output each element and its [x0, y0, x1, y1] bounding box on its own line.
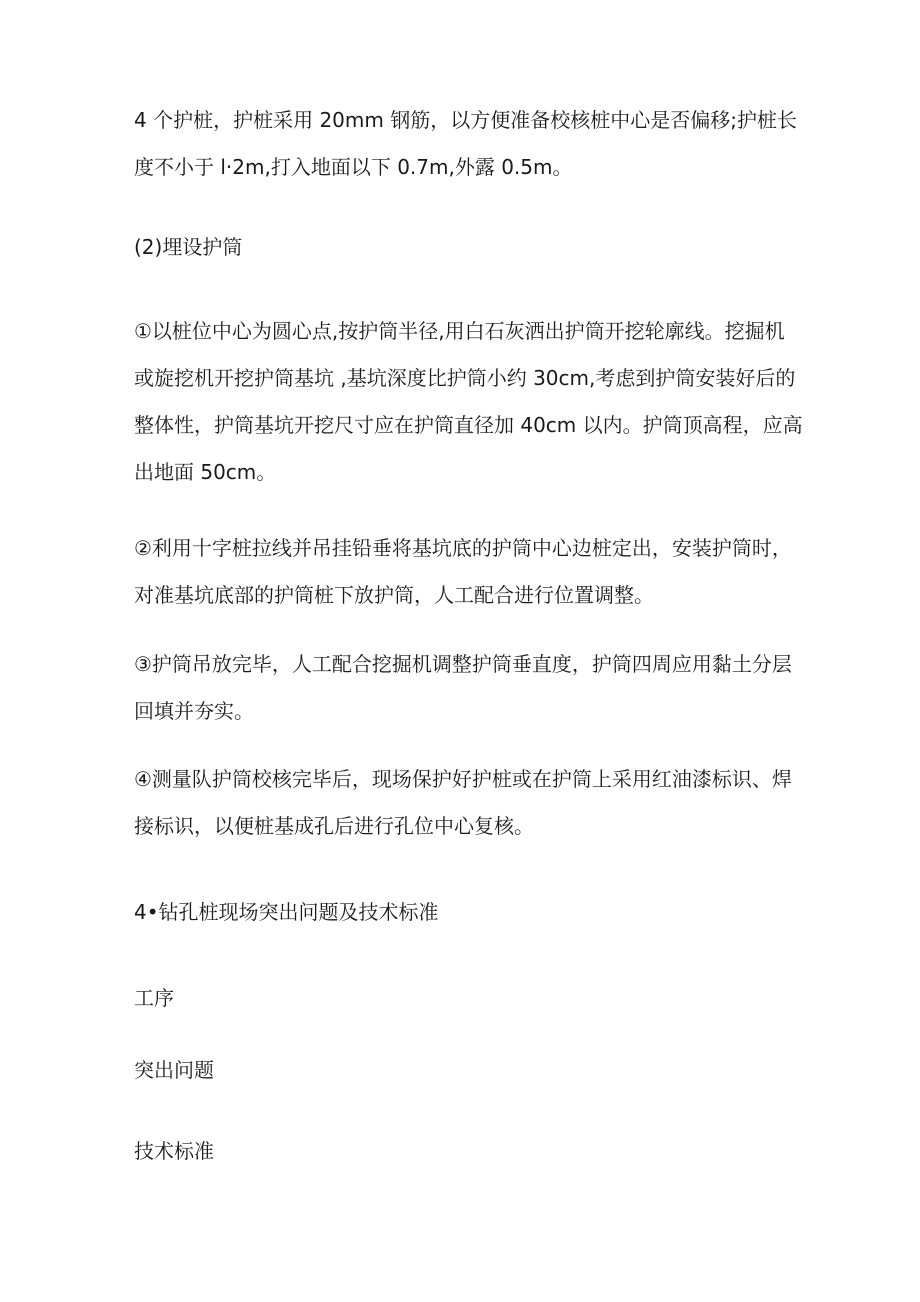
- text-line: 接标识，以便桩基成孔后进行孔位中心复核。: [134, 814, 534, 838]
- text-line: (2)埋设护筒: [134, 235, 243, 259]
- text-line: ②利用十字桩拉线并吊挂铅垂将基坑底的护筒中心边桩定出，安装护筒时，: [134, 536, 792, 560]
- text-line: 对准基坑底部的护筒桩下放护筒，人工配合进行位置调整。: [134, 583, 654, 607]
- table-header-standards: [134, 1128, 794, 1175]
- paragraph-step-2: [134, 525, 794, 619]
- paragraph-step-1: [134, 308, 803, 496]
- text-line: 回填并夯实。: [134, 699, 254, 723]
- text-line: 出地面 50cm。: [134, 460, 277, 484]
- text-line: ①以桩位中心为圆心点,按护筒半径,用白石灰洒出护筒开挖轮廓线。挖掘机: [134, 319, 785, 343]
- section-heading-bury-casing: [134, 224, 794, 271]
- text-line: 4•钻孔桩现场突出问题及技术标准: [134, 900, 439, 924]
- text-line: 或旋挖机开挖护筒基坑 ,基坑深度比护筒小约 30cm,考虑到护筒安装好后的: [134, 366, 796, 390]
- section-heading-issues-standards: [134, 889, 794, 936]
- text-line: 整体性，护筒基坑开挖尺寸应在护筒直径加 40cm 以内。护筒顶高程，应高: [134, 413, 803, 437]
- table-header-process: [134, 975, 794, 1022]
- text-line: ④测量队护筒校核完毕后，现场保护好护桩或在护筒上采用红油漆标识、焊: [134, 767, 792, 791]
- paragraph-guard-piles: [134, 97, 797, 191]
- paragraph-step-4: [134, 756, 794, 850]
- text-line: 度不小于 l·2m,打入地面以下 0.7m,外露 0.5m。: [134, 155, 573, 179]
- text-line: 工序: [134, 986, 174, 1010]
- table-header-issues: [134, 1047, 794, 1094]
- paragraph-step-3: [134, 641, 794, 735]
- text-line: 突出问题: [134, 1058, 214, 1082]
- text-line: 4 个护桩，护桩采用 20mm 钢筋，以方便准备校核桩中心是否偏移;护桩长: [134, 108, 797, 132]
- text-line: ③护筒吊放完毕，人工配合挖掘机调整护筒垂直度，护筒四周应用黏土分层: [134, 652, 792, 676]
- text-line: 技术标准: [134, 1139, 214, 1163]
